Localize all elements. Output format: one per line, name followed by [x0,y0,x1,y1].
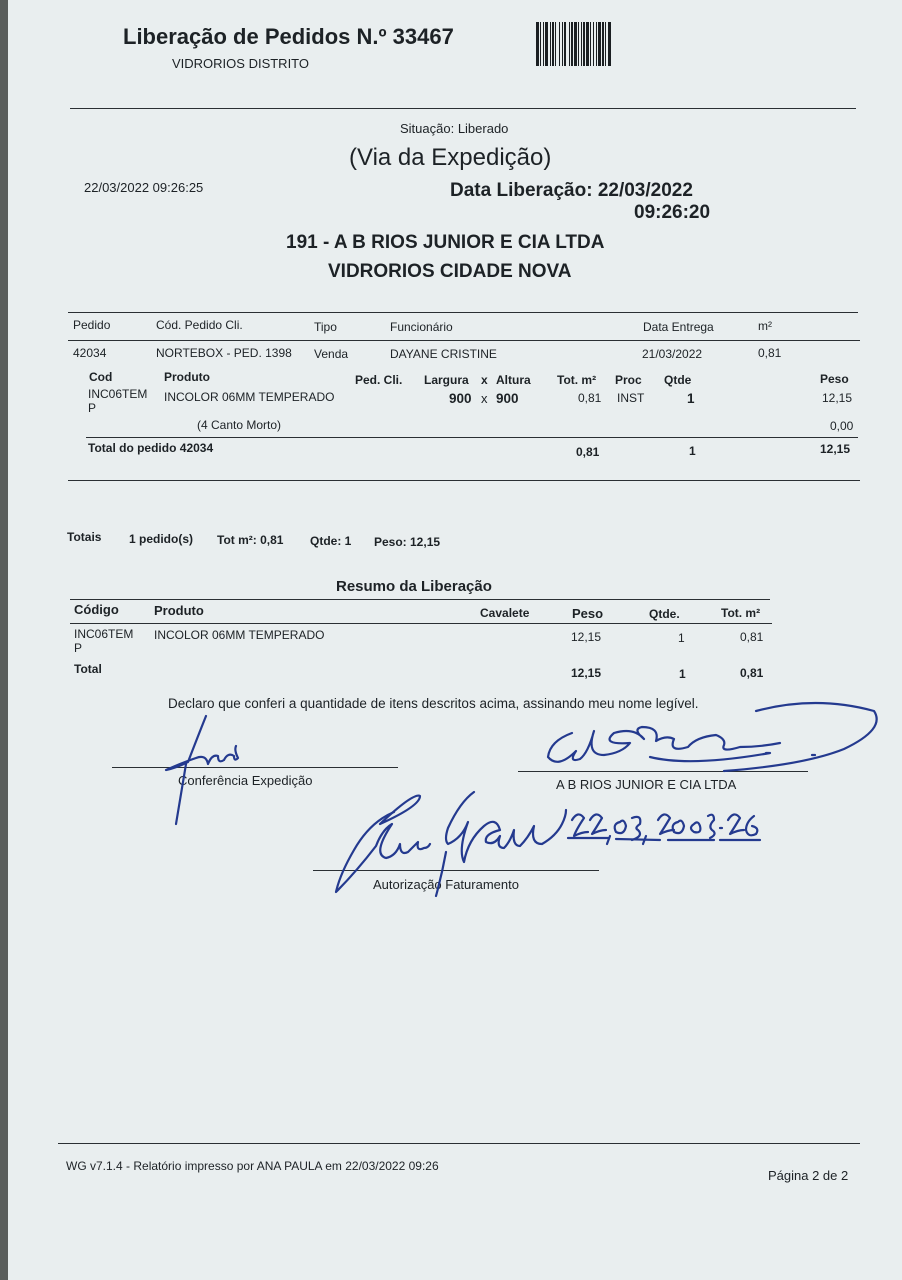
col-header-data-entrega: Data Entrega [643,320,714,334]
col-header-proc: Proc [615,373,642,387]
declaration-text: Declaro que conferi a quantidade de itens descritos acima, assinando meu nome legível. [168,696,699,711]
print-datetime: 22/03/2022 09:26:25 [84,180,204,195]
situation-label: Situação: Liberado [400,121,509,136]
cell-tipo: Venda [314,347,349,361]
cell-funcionario: DAYANE CRISTINE [390,347,497,361]
signature-autorizacao [324,792,574,902]
col-header-produto: Produto [164,370,210,384]
items-bottom-line [68,480,860,481]
footer-printed-by: WG v7.1.4 - Relatório impresso por ANA PAULA em 22/03/2022 09:26 [66,1159,439,1173]
cell-altura: 900 [496,391,519,406]
autorizacao-label: Autorização Faturamento [373,877,519,892]
via-label: (Via da Expedição) [349,144,552,171]
company-name: VIDRORIOS DISTRITO [172,56,309,71]
cell-produto: INCOLOR 06MM TEMPERADO [164,390,335,404]
release-time: 09:26:20 [634,202,711,223]
order-total-peso: 12,15 [820,442,851,456]
col-header-funcionario: Funcionário [390,320,453,334]
client-signature-label: A B RIOS JUNIOR E CIA LTDA [556,777,737,792]
barcode [536,22,672,66]
cell-cod-pedido-cli: NORTEBOX - PED. 1398 [156,346,292,360]
cell-x: x [481,391,488,406]
col-header-qtde: Qtde [664,373,692,387]
col-header-x: x [481,373,488,387]
summary-col-produto: Produto [154,603,204,618]
summary-col-qtde: Qtde. [649,607,680,621]
col-header-tot-m2: Tot. m² [557,373,597,387]
col-header-peso: Peso [820,372,849,386]
order-header-line [68,340,860,341]
cell-qtde: 1 [687,391,695,406]
summary-cell-qtde: 1 [678,631,685,645]
totals-qtde: Qtde: 1 [310,534,352,548]
conferencia-label: Conferência Expedição [178,773,313,788]
totals-pedidos: 1 pedido(s) [129,532,194,546]
order-total-qtde: 1 [689,444,696,458]
summary-col-cavalete: Cavalete [480,606,530,620]
signature-conferencia [156,712,256,822]
summary-header-line [70,623,772,624]
cell-pedido: 42034 [73,346,107,360]
col-header-cod: Cod [89,370,113,384]
summary-total-peso: 12,15 [571,666,602,680]
summary-cell-codigo-line1: INC06TEM [74,627,134,641]
col-header-tipo: Tipo [314,320,337,334]
release-date: Data Liberação: 22/03/2022 [450,180,693,201]
branch-name: VIDRORIOS CIDADE NOVA [328,261,572,282]
cell-note-peso: 0,00 [830,419,854,433]
col-header-largura: Largura [424,373,469,387]
footer-page-number: Página 2 de 2 [768,1168,849,1183]
col-header-altura: Altura [496,373,531,387]
summary-col-codigo: Código [74,602,119,617]
totals-label: Totais [67,530,102,544]
summary-col-tot-m2: Tot. m² [721,606,761,620]
col-header-cod-pedido-cli: Cód. Pedido Cli. [156,318,243,332]
summary-cell-peso: 12,15 [571,630,602,644]
summary-col-peso: Peso [572,606,604,621]
col-header-m2: m² [758,319,772,333]
summary-total-tot-m2: 0,81 [740,666,764,680]
order-total-m2: 0,81 [576,445,600,459]
summary-cell-tot-m2: 0,81 [740,630,764,644]
cell-proc: INST [617,391,645,405]
order-table-top-line [68,312,858,313]
cell-cod-line1: INC06TEM [88,387,148,401]
signature-client [530,697,882,791]
document-title: Liberação de Pedidos N.º 33467 [123,24,454,49]
summary-top-line [70,599,770,600]
col-header-pedido: Pedido [73,318,111,332]
client-name: 191 - A B RIOS JUNIOR E CIA LTDA [286,232,605,253]
totals-m2: Tot m²: 0,81 [217,533,284,547]
cell-note: (4 Canto Morto) [197,418,282,432]
document-page [8,0,902,1280]
cell-data-entrega: 21/03/2022 [642,347,703,361]
summary-title: Resumo da Liberação [336,578,492,595]
summary-cell-produto: INCOLOR 06MM TEMPERADO [154,628,325,642]
cell-m2: 0,81 [758,346,782,360]
summary-cell-codigo-line2: P [74,641,83,655]
cell-cod-line2: P [88,401,97,415]
header-divider [70,108,856,109]
summary-total-label: Total [74,662,102,676]
order-total-label: Total do pedido 42034 [88,441,214,455]
handwritten-date [568,806,808,846]
footer-divider [58,1143,860,1144]
cell-peso: 12,15 [822,391,853,405]
cell-tot-m2: 0,81 [578,391,602,405]
items-total-line [86,437,858,438]
totals-peso: Peso: 12,15 [374,535,441,549]
summary-total-qtde: 1 [679,667,686,681]
cell-largura: 900 [449,391,472,406]
col-header-ped-cli: Ped. Cli. [355,373,403,387]
